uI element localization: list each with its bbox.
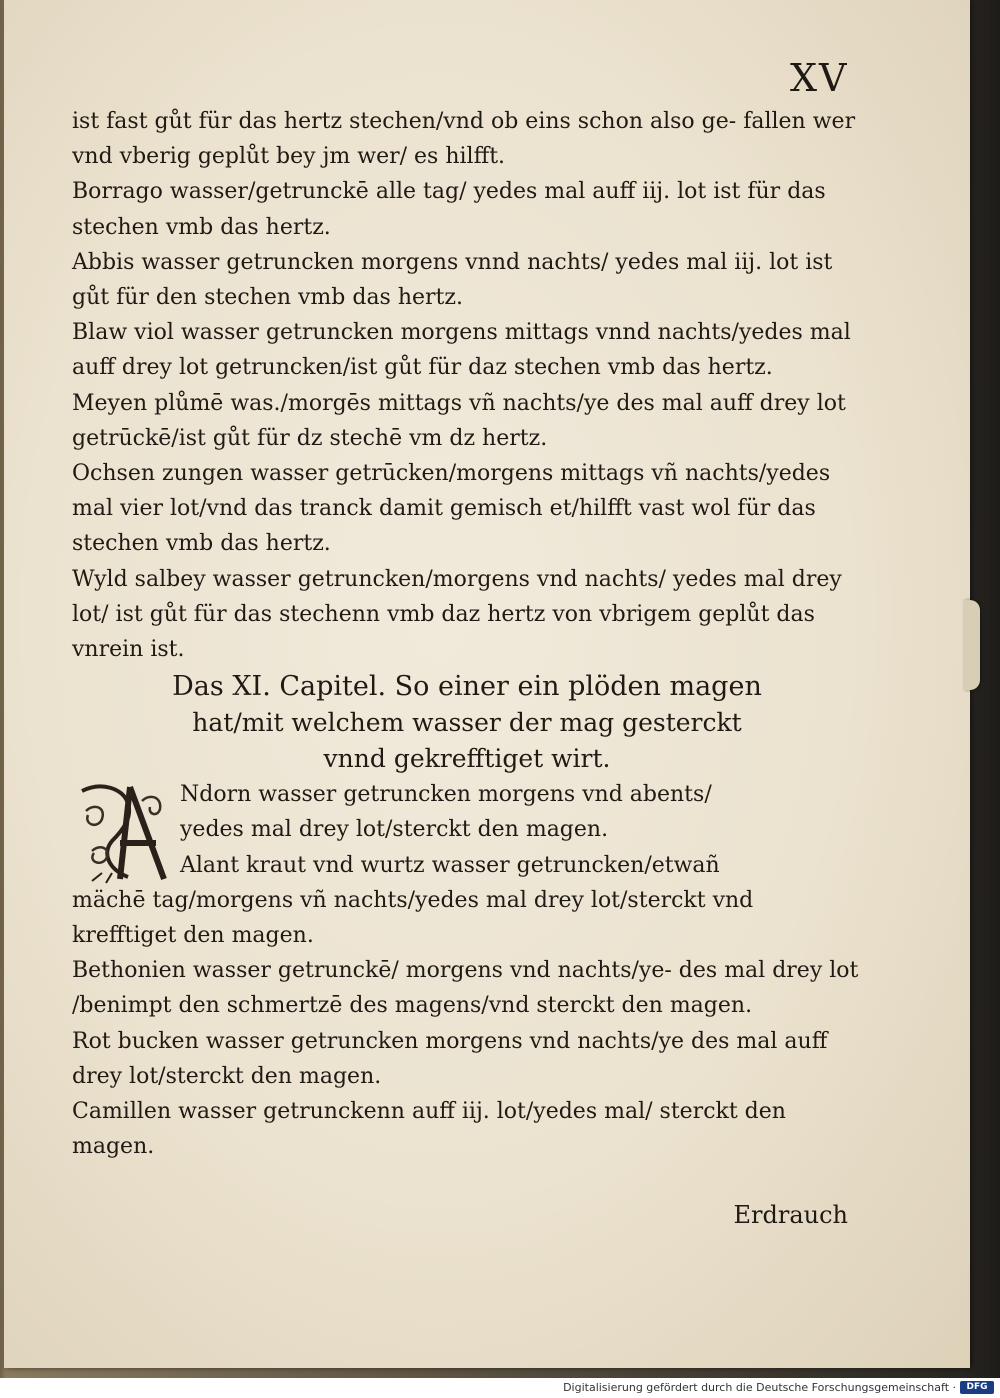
- initial-line: Alant kraut vnd wurtz wasser getruncken/etwañ: [180, 852, 720, 878]
- paragraph: Rot bucken wasser getruncken morgens vnd nachts/ye des mal auff drey lot/sterckt den magen.: [72, 1028, 828, 1089]
- chapter-heading-line: hat/mit welchem wasser der mag gesterckt: [192, 708, 742, 738]
- page-text: [72, 104, 862, 1234]
- initial-line: yedes mal drey lot/sterckt den magen.: [180, 817, 609, 843]
- paragraph: Abbis wasser getruncken morgens vnnd nachts/ yedes mal iij. lot ist gůt für den stechen vmb das hertz.: [72, 249, 833, 311]
- folio-number: XV: [790, 56, 849, 100]
- paragraph: Wyld salbey wasser getruncken/morgens vnd nachts/ yedes mal drey lot/ ist gůt für das stechenn vmb daz hertz von vbrigem geplůt das vnrein ist.: [72, 566, 842, 663]
- chapter-heading-line: vnnd gekrefftiget wirt.: [323, 744, 611, 774]
- page-edge: [964, 600, 980, 690]
- paragraph: Camillen wasser getrunckenn auff iij. lot/yedes mal/ sterckt den magen.: [72, 1099, 786, 1160]
- initial-paragraph: [72, 777, 862, 953]
- footer-bar: [0, 1378, 1000, 1398]
- chapter-heading-line: Das XI. Capitel. So einer ein plöden magen: [172, 671, 762, 703]
- dfg-logo-icon: DFG: [960, 1381, 994, 1394]
- chapter-heading: [72, 669, 862, 777]
- paragraph: ist fast gůt für das hertz stechen/vnd ob eins schon also ge- fallen wer vnd vberig geplůt bey jm wer/ es hilfft.: [72, 109, 856, 170]
- paragraph: Bethonien wasser getrunckē/ morgens vnd nachts/ye- des mal drey lot /benimpt den schmertzē des magens/vnd sterckt den magen.: [72, 958, 859, 1019]
- funding-notice: Digitalisierung gefördert durch die Deutsche Forschungsgemeinschaft ·: [563, 1381, 956, 1394]
- initial-line: Ndorn wasser getruncken morgens vnd abents/: [180, 782, 712, 808]
- decorated-initial-a-icon: [72, 781, 174, 885]
- paragraph: Blaw viol wasser getruncken morgens mittags vnnd nachts/yedes mal auff drey lot getruncken/ist gůt für daz stechen vmb das hertz.: [72, 320, 851, 381]
- catchword: Erdrauch: [733, 1201, 848, 1230]
- paragraph: mächē tag/morgens vñ nachts/yedes mal drey lot/sterckt vnd krefftiget den magen.: [72, 887, 754, 949]
- paragraph: Borrago wasser/getrunckē alle tag/ yedes mal auff iij. lot ist für das stechen vmb das hertz.: [72, 179, 826, 240]
- paragraph: Meyen plůmē was./morgēs mittags vñ nachts/ye des mal auff drey lot getrūckē/ist gůt für dz stechē vm dz hertz.: [72, 390, 846, 451]
- paragraph: Ochsen zungen wasser getrūcken/morgens mittags vñ nachts/yedes mal vier lot/vnd das tranck damit gemisch et/hilfft vast wol für das stechen vmb das hertz.: [72, 461, 831, 557]
